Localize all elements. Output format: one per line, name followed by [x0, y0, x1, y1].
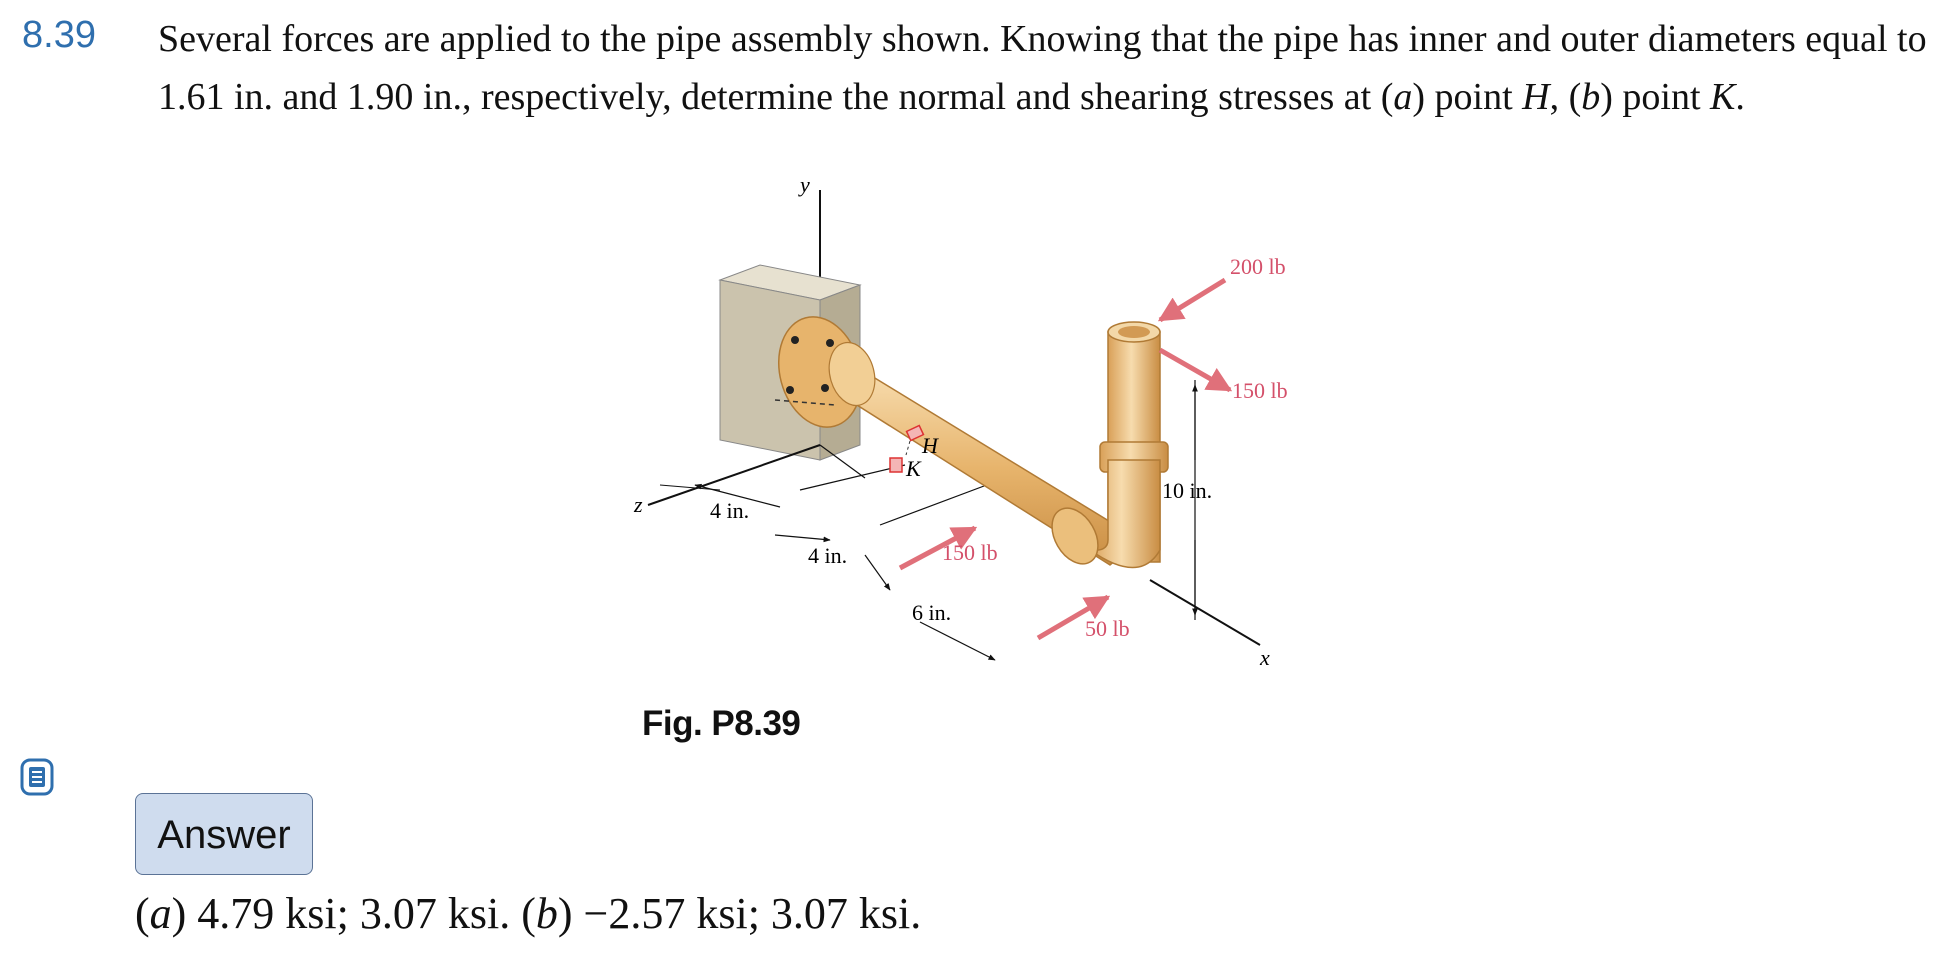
dim-10in: 10 in.: [1162, 478, 1213, 503]
bolt: [821, 384, 829, 392]
dim-line: [920, 622, 995, 660]
pipe-assembly-figure: [620, 160, 1380, 700]
bolt: [791, 336, 799, 344]
z-axis-label: z: [634, 492, 643, 517]
problem-number: 8.39: [22, 14, 96, 56]
dim-line: [865, 555, 890, 590]
force-150lb-mid-label: 150 lb: [942, 540, 998, 565]
point-K-label: K: [906, 456, 921, 481]
bolt: [826, 339, 834, 347]
z-axis: [648, 445, 820, 505]
dim-6in: 6 in.: [912, 600, 952, 625]
x-axis-label: x: [1260, 645, 1270, 670]
bolt: [786, 386, 794, 394]
x-axis: [1150, 580, 1260, 645]
notes-icon[interactable]: [20, 758, 54, 796]
figure-caption: Fig. P8.39: [642, 704, 801, 743]
pipe-bore: [1118, 326, 1150, 338]
force-150lb-top-label: 150 lb: [1232, 378, 1288, 403]
dim-4in-a: 4 in.: [710, 498, 750, 523]
pipe-elbow: [1090, 460, 1160, 568]
force-200lb-label: 200 lb: [1230, 254, 1286, 279]
problem-statement: Several forces are applied to the pipe assembly shown. Knowing that the pipe has inner and outer diameters equal to 1.61 in. and 1.90 in., respectively, determine the normal and shearing stresses at (a) point H, (b) point K.: [158, 18, 1927, 118]
force-50lb-label: 50 lb: [1085, 616, 1130, 641]
y-axis-label: y: [800, 172, 810, 197]
dim-4in-b: 4 in.: [808, 543, 848, 568]
dim-line: [880, 480, 1000, 525]
answer-button[interactable]: Answer: [135, 793, 313, 875]
point-H-label: H: [922, 433, 938, 458]
dim-line: [775, 535, 830, 540]
point-K-element: [890, 458, 902, 472]
answer-text: (a) 4.79 ksi; 3.07 ksi. (b) −2.57 ksi; 3.07 ksi.: [135, 889, 922, 938]
force-200lb-arrow: [1160, 280, 1225, 320]
